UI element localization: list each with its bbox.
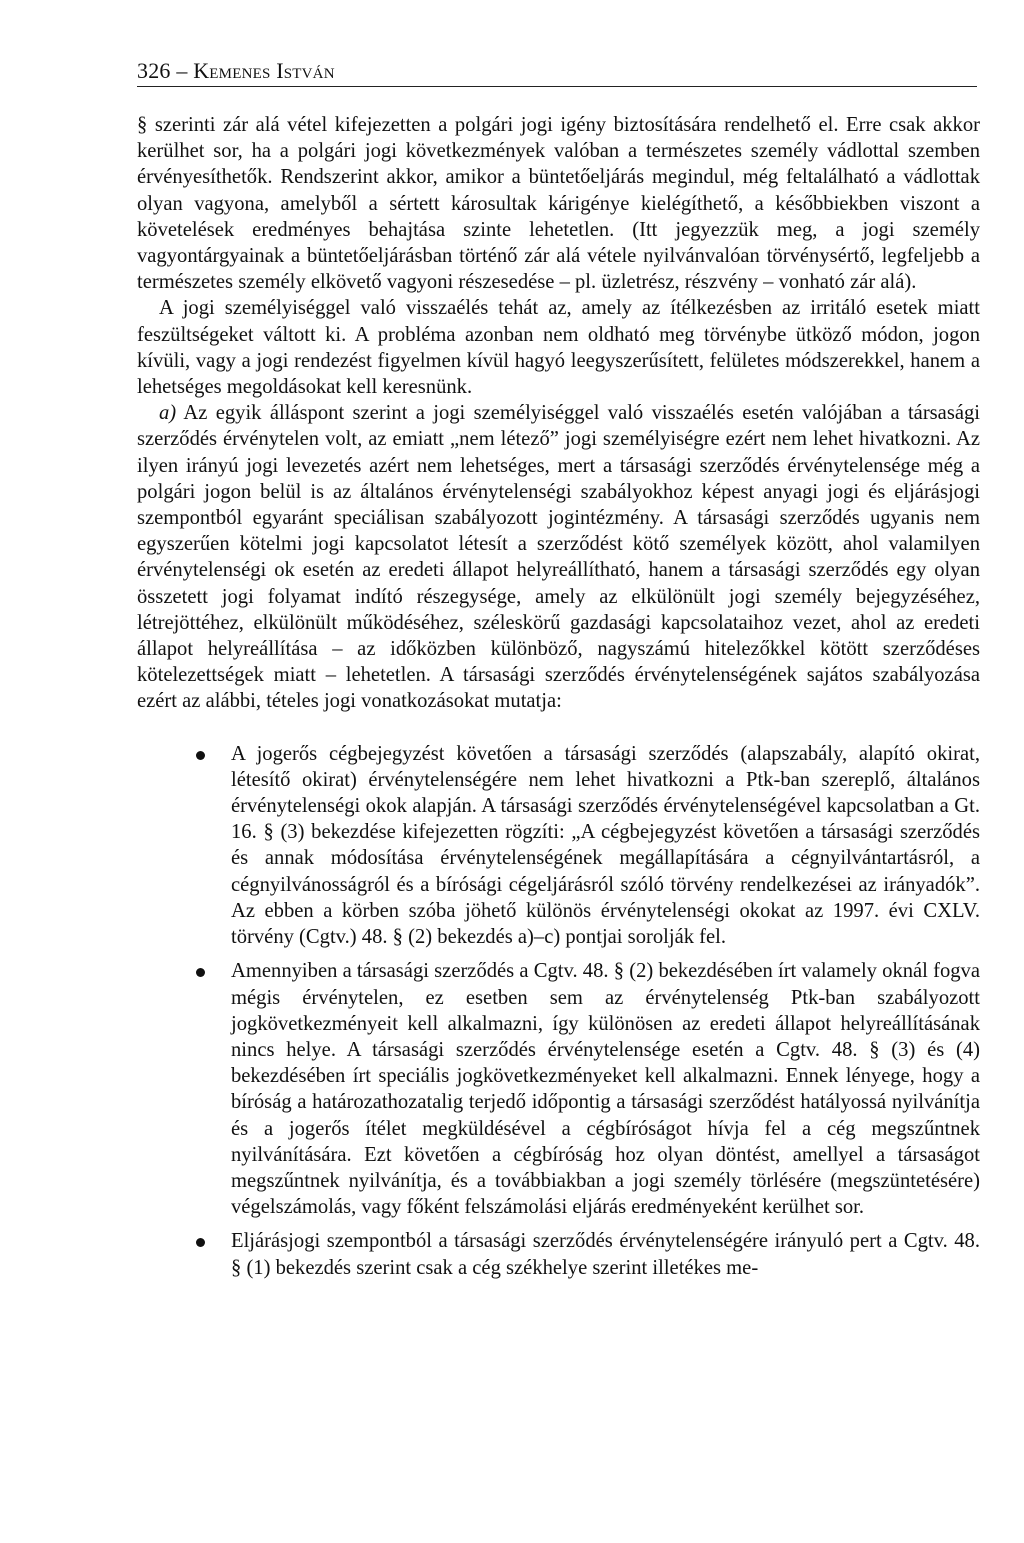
bullet-icon [196,968,205,977]
bullet-item-text: Eljárásjogi szempontból a társasági szerződés érvénytelenségére irányuló pert a Cgtv. 48. § (1) bekezdés szerint csak a cég székhelye szerint illetékes me- [231,1230,980,1279]
page-number: 326 [137,58,171,83]
author-name: Kemenes István [193,58,335,83]
bullet-item [137,958,980,1220]
body-text [137,112,980,1289]
paragraph-2: A jogi személyiséggel való visszaélés tehát az, amely az ítélkezésben az irritáló esetek miatt feszültségeket váltott ki. A probléma azonban nem oldható meg törvénybe ütköző módon, jogon kívüli, vagy a jogi rendezést figyelmen kívül hagyó leegyszerűsített, felületes módszerekkel, hanem a lehetséges megoldásokat kell keresnünk. [137,297,980,399]
paragraph-3-lead: a) [159,402,177,425]
running-header [137,58,977,87]
bullet-icon [196,1238,205,1247]
header-separator: – [176,58,188,83]
bullet-item-text: Amennyiben a társasági szerződés a Cgtv. 48. § (2) bekezdésében írt valamely oknál fogva mégis érvénytelen, ez esetben sem az érvénytelenség Ptk-ban szabályozott jogkövetkezményeit kell alkalmazni, így különösen az eredeti állapot helyreállításának nincs helye. A társasági szerződés érvénytelensége esetén a Cgtv. 48. § (3) és (4) bekezdésében írt speciális jogkövetkezményeket kell alkalmazni. Ennek lényege, hogy a bíróság a határozathozatalig terjedő időpontig a társasági szerződést hatályossá nyilvánítja és a jogerős ítélet megküldésével a cégbíróságot hívja fel a cég megszűntnek nyilvánítására. Ezt követően a cégbíróság hoz olyan döntést, amellyel a társaságot megszűntnek nyilvánítja, és a továbbiakban a jogi személy törlésére (megszüntetésére) végelszámolás, vagy főként felszámolási eljárás eredményeként kerülhet sor. [231,960,980,1219]
bullet-item [137,1228,980,1280]
bullet-item-text: A jogerős cégbejegyzést követően a társasági szerződés (alapszabály, alapító okirat, létesítő okirat) érvénytelenségére nem lehet hivatkozni a Ptk-ban szereplő, általános érvénytelenségi okok alapján. A társasági szerződés érvénytelenségével kapcsolatban a Gt. 16. § (3) bekezdése kifejezetten rögzíti: „A cégbejegyzést követően a társasági szerződés és annak módosítása érvénytelenségének megállapítására a cégnyilvántartásról, a cégnyilvánosságról és a bírósági cégeljárásról szóló törvény rendelkezései az irányadók”. Az ebben a körben szóba jöhető különös érvénytelenségi okokat az 1997. évi CXLV. törvény (Cgtv.) 48. § (2) bekezdés a)–c) pontjai sorolják fel. [231,742,980,949]
bullet-item [137,741,980,951]
paragraph-3 [137,400,980,714]
paragraph-3-text: Az egyik álláspont szerint a jogi személyiséggel való visszaélés esetén valójában a társasági szerződés érvénytelen volt, az emiatt „nem létező” jogi személyiségre ezért nem lehet hivatkozni. Az ilyen irányú jogi levezetés azért nem lehetséges, mert a társasági szerződés érvénytelensége még a polgári jogon belül is az általános érvénytelenségi szabályokhoz képest anyagi jogi és eljárásjogi szempontból egyaránt speciálisan szabályozott jogintézmény. A társasági szerződés ugyanis nem egyszerűen kötelmi jogi kapcsolatot létesít a szerződést kötő személyek között, ahol valamilyen érvénytelenségi ok esetén az eredeti állapot helyreállítható, hanem a társasági szerződés egy olyan összetett jogi folyamat indító részegysége, amely az elkülönült jogi személy bejegyzéséhez, létrejöttéhez, elkülönült működéséhez, széleskörű gazdasági kapcsolataihoz vezet, ahol az eredeti állapot helyreállítása – az időközben különböző, nagyszámú hitelezőkkel kötött szerződéses kötelezettségek miatt – lehetetlen. A társasági szerződés érvénytelenségének sajátos szabályozása ezért az alábbi, tételes jogi vonatkozásokat mutatja: [137,402,980,713]
bullet-icon [196,751,205,760]
paragraph-1: § szerinti zár alá vétel kifejezetten a polgári jogi igény biztosítására rendelhető el. Erre csak akkor kerülhet sor, ha a polgári jogi következmények valóban a természetes személy vádlottal szemben érvényesíthetők. Rendszerint akkor, amikor a büntetőeljárás megindul, még feltalálható a vádlottak olyan vagyona, amelyből a sértett károsultak kárigénye kielégíthető, a későbbiekben viszont a követelések eredményes behajtása szinte lehetetlen. (Itt jegyezzük meg, a jogi személy vagyontárgyainak a büntetőeljárásban történő zár alá vétele nyilvánvalóan törvénysértő, legfeljebb a természetes személy elkövető vagyoni részesedése – pl. üzletrész, részvény – vonható zár alá). [137,114,980,294]
bullet-list [137,741,980,1281]
